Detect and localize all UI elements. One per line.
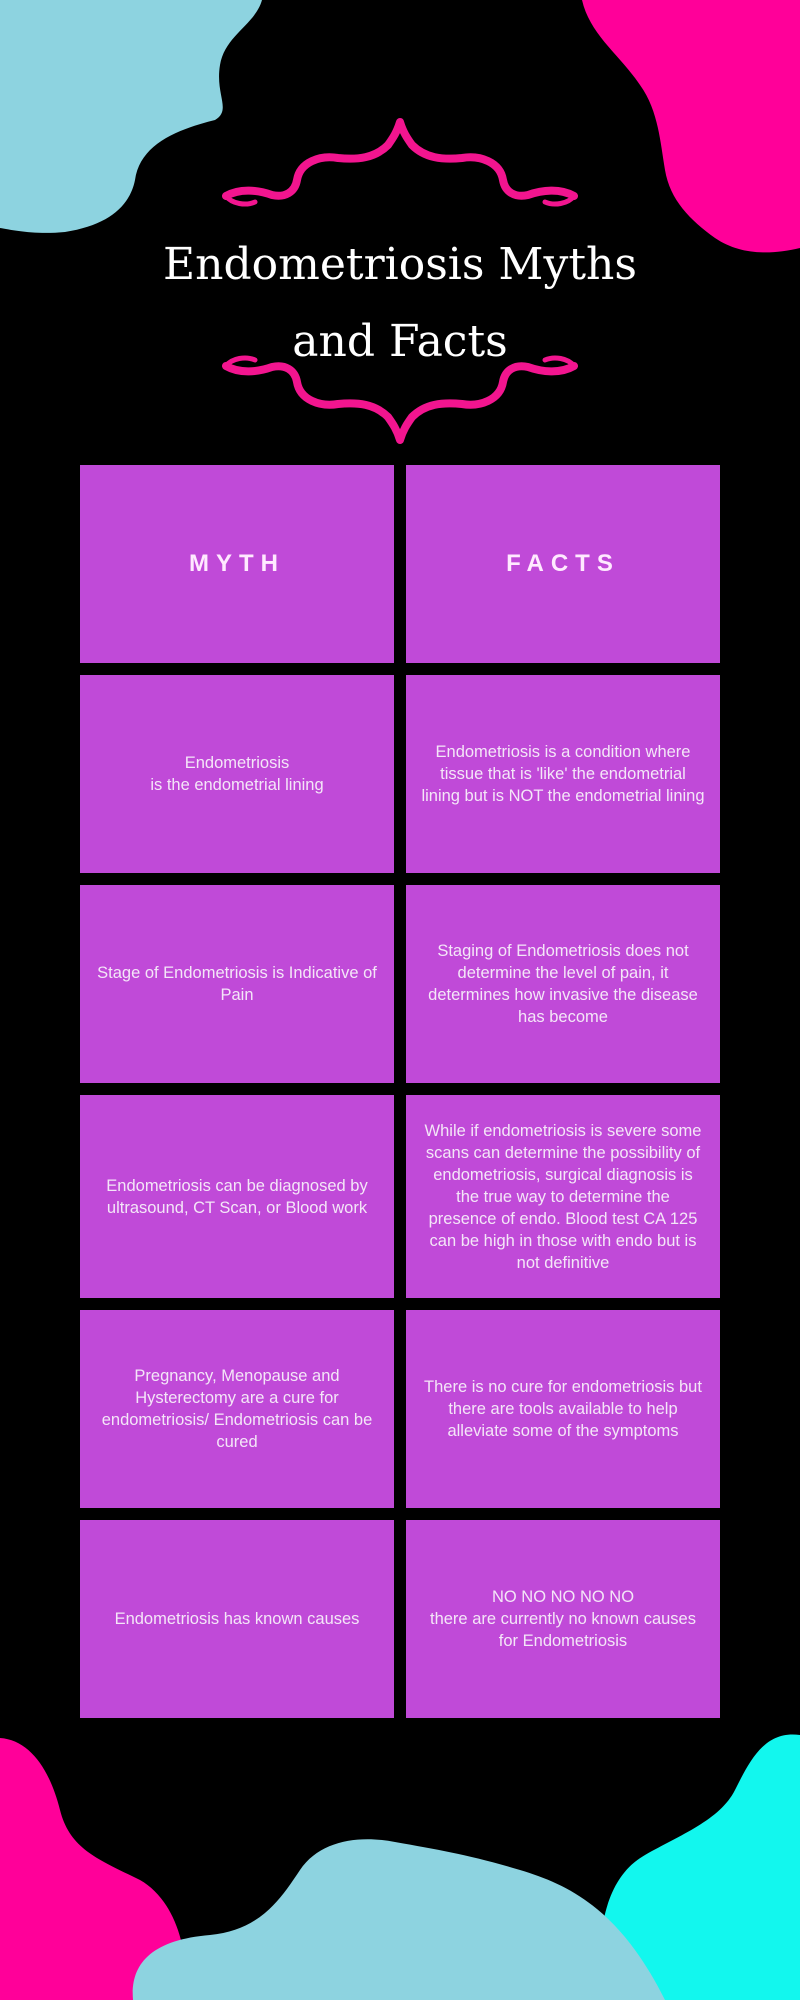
myth-facts-table — [80, 465, 720, 1718]
fact-cell: NO NO NO NO NO there are currently no known causes for Endometriosis — [406, 1520, 720, 1718]
myth-cell: Pregnancy, Menopause and Hysterectomy are a cure for endometriosis/ Endometriosis can be cured — [80, 1310, 394, 1508]
bottom-center-blob — [133, 1839, 665, 2000]
myth-cell: Stage of Endometriosis is Indicative of Pain — [80, 885, 394, 1083]
myth-cell: Endometriosis is the endometrial lining — [80, 675, 394, 873]
myth-header: MYTH — [80, 465, 394, 663]
myth-cell: Endometriosis can be diagnosed by ultrasound, CT Scan, or Blood work — [80, 1095, 394, 1298]
fact-cell: Endometriosis is a condition where tissue that is 'like' the endometrial lining but is NOT the endometrial lining — [406, 675, 720, 873]
fact-cell: While if endometriosis is severe some scans can determine the possibility of endometriosis, surgical diagnosis is the true way to determine the presence of endo. Blood test CA 125 can be high in those with endo but is not definitive — [406, 1095, 720, 1298]
fact-cell: Staging of Endometriosis does not determine the level of pain, it determines how invasive the disease has become — [406, 885, 720, 1083]
title-line-2: and Facts — [292, 316, 508, 367]
facts-header: FACTS — [406, 465, 720, 663]
fact-cell: There is no cure for endometriosis but there are tools available to help alleviate some of the symptoms — [406, 1310, 720, 1508]
title-line-1: Endometriosis Myths — [163, 239, 637, 290]
myth-cell: Endometriosis has known causes — [80, 1520, 394, 1718]
